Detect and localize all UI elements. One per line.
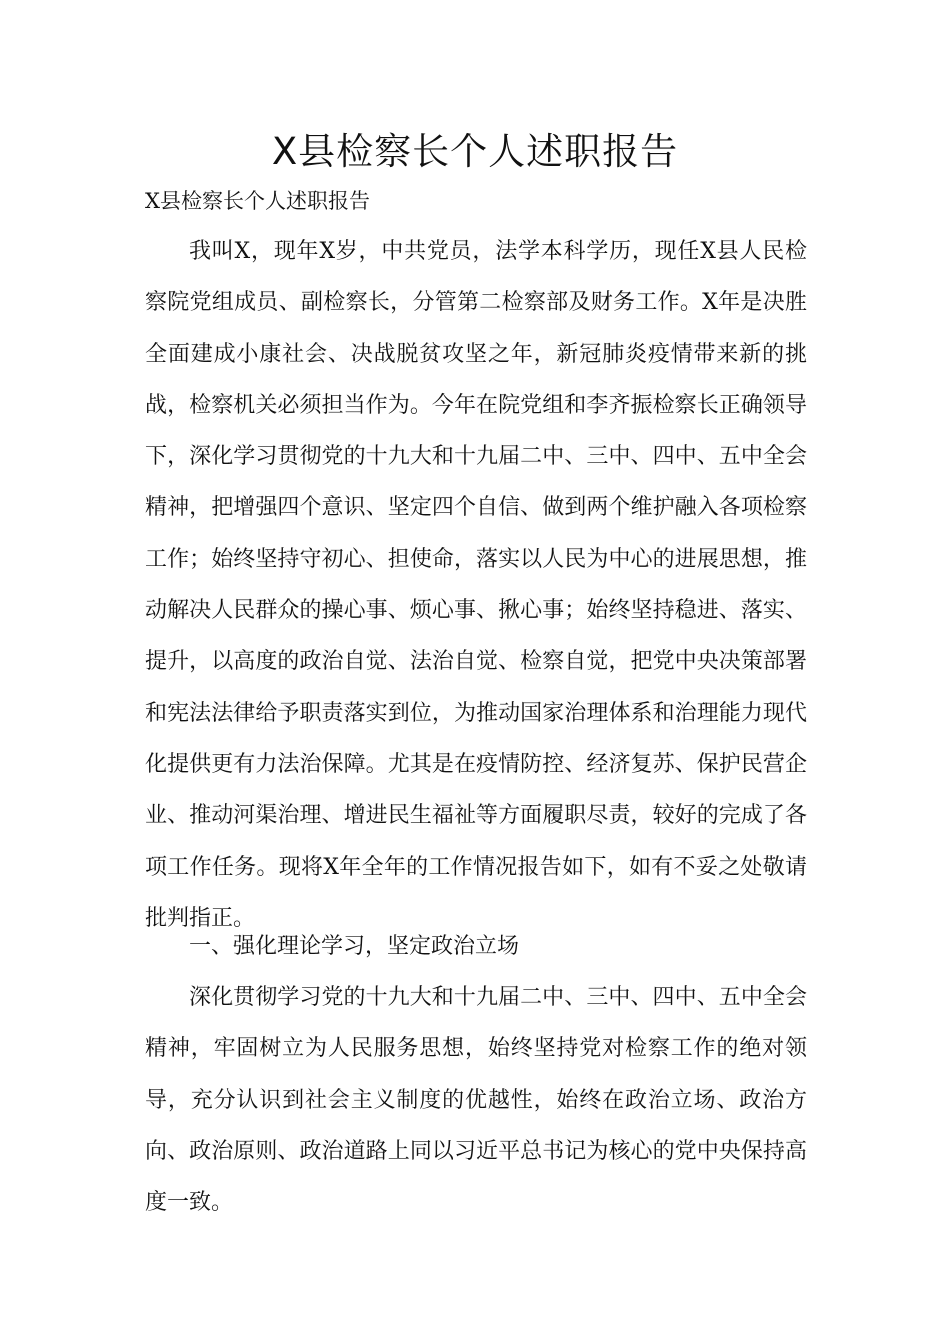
body-paragraph-intro: 我叫X，现年X岁，中共党员，法学本科学历，现任X县人民检察院党组成员、副检察长，分管第二检察部及财务工作。X年是决胜全面建成小康社会、决战脱贫攻坚之年，新冠肺炎疫情带来新的挑战，检察机关必须担当作为。今年在院党组和李齐振检察长正确领导下，深化学习贯彻党的十九大和十九届二中、三中、四中、五中全会精神，把增强四个意识、坚定四个自信、做到两个维护融入各项检察工作；始终坚持守初心、担使命，落实以人民为中心的进展思想，推动解决人民群众的操心事、烦心事、揪心事；始终坚持稳进、落实、提升，以高度的政治自觉、法治自觉、检察自觉，把党中央决策部署和宪法法律给予职责落实到位，为推动国家治理体系和治理能力现代化提供更有力法治保障。尤其是在疫情防控、经济复苏、保护民营企业、推动河渠治理、增进民生福祉等方面履职尽责，较好的完成了各项工作任务。现将X年全年的工作情况报告如下，如有不妥之处敬请批判指正。: [145, 239, 807, 931]
document-title: X县检察长个人述职报告: [271, 130, 679, 173]
document-subtitle: X县检察长个人述职报告: [145, 189, 370, 213]
section-heading-1: 一、强化理论学习，坚定政治立场: [189, 934, 520, 959]
body-paragraph-section-1: 深化贯彻学习党的十九大和十九届二中、三中、四中、五中全会精神，牢固树立为人民服务思想，始终坚持党对检察工作的绝对领导，充分认识到社会主义制度的优越性，始终在政治立场、政治方向、政治原则、政治道路上同以习近平总书记为核心的党中央保持高度一致。: [145, 985, 807, 1216]
